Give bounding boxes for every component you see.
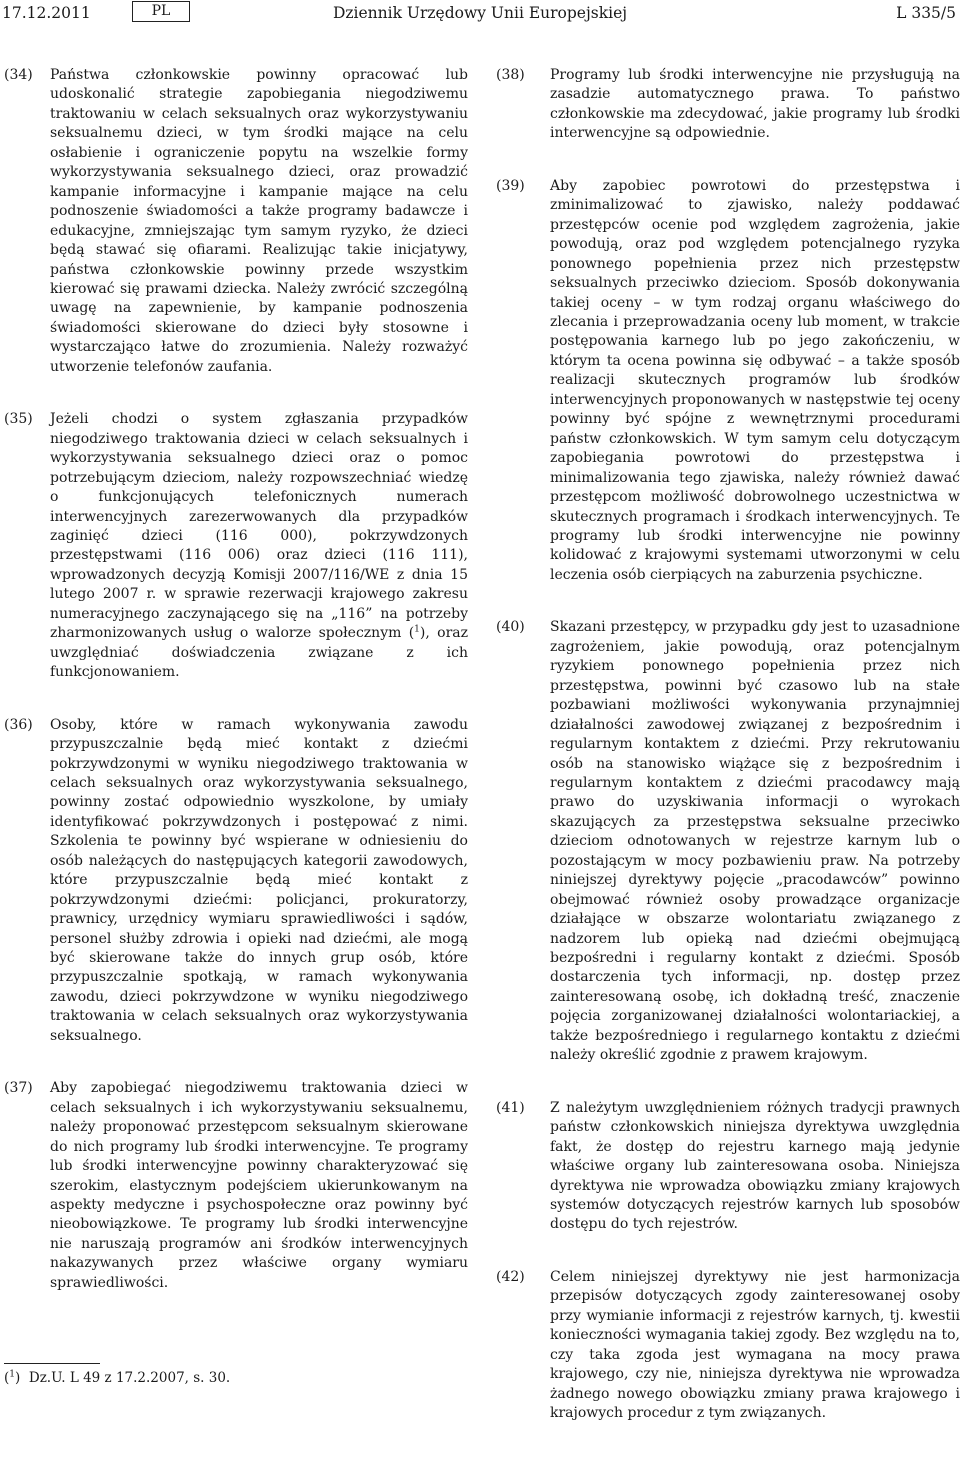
recital-42 <box>496 1268 960 1424</box>
left-column <box>4 66 468 1326</box>
recital-text: Osoby, które w ramach wykonywania zawodu przypuszczalnie będą mieć kontakt z dziećmi pokrzywdzonymi w wyniku niegodziwego traktowania w celach seksualnych oraz wykorzystywania seksualnego, powinny zostać odpowiednio wyszkolone, by umiały identyfikować pokrzywdzonych i postępować z nimi. Szkolenia te powinny być wspierane w odniesieniu do osób należących do następujących kategorii zawodowych, które przypuszczalnie będą mieć kontakt z pokrzywdzonymi dziećmi: policjanci, prokuratorzy, prawnicy, urzędnicy wymiaru sprawiedliwości i sądów, personel służby zdrowia i opieki nad dziećmi, ale mogą być skierowane także do innych grup osób, które przypuszczalnie spotkają, w ramach wykonywania zawodu, dzieci pokrzywdzone w wyniku niegodziwego traktowania w celach seksualnych oraz wykorzystywania seksualnego. <box>50 716 468 1044</box>
footnote-reference: 1 <box>414 624 420 635</box>
recital-text-part: ), oraz uwzględniać doświadczenia związane z ich funkcjonowaniem. <box>50 625 468 681</box>
recital-37 <box>4 1079 468 1293</box>
journal-title: Dziennik Urzędowy Unii Europejskiej <box>332 4 628 22</box>
recital-number: (40) <box>496 619 525 636</box>
recital-38 <box>496 66 960 144</box>
recital-text: Aby zapobiegać niegodziwemu traktowania dzieci w celach seksualnych i ich wykorzystywaniu seksualnemu, należy proponować przestępcom seksualnym skierowane do nich programy lub środki interwencyjne. Te programy lub środki interwencyjne powinny charakteryzować się szerokim, elastycznym podejściem ukierunkowanym na aspekty medyczne i psychospołeczne oraz powinny być nieobowiązkowe. Te programy lub środki interwencyjne nie naruszają programów ani środków interwencyjnych nakazywanych przez właściwe organy wymiaru sprawiedliwości. <box>50 1080 468 1291</box>
publication-date: 17.12.2011 <box>2 4 91 22</box>
footnote-divider <box>4 1363 100 1364</box>
footnote-citation: Dz.U. L 49 z 17.2.2007, s. 30. <box>28 1370 231 1386</box>
recital-number: (37) <box>4 1080 33 1097</box>
footnote-mark: 1 <box>9 1369 16 1380</box>
recital-text-part: Jeżeli chodzi o system zgłaszania przypadków niegodziwego traktowania dzieci w celach seksualnych i wykorzystywania seksualnego dzieci oraz o pomoc potrzebującym dzieciom, należy rozpowszechniać wiedzę o funkcjonujących telefonicznych numerach interwencyjnych zarezerwowanych dla przypadków zaginięć dzieci (116 000), pokrzywdzonych przestępstwami (116 006) oraz dzieci (116 111), wprowadzonych decyzją Komisji 2007/116/WE z dnia 15 lutego 2007 r. w sprawie rezerwacji krajowego zakresu numeracyjnego zaczynającego się na „116” na potrzeby zharmonizowanych usług o walorze społecznym ( <box>50 411 468 642</box>
recital-number: (34) <box>4 67 33 83</box>
recital-41 <box>496 1099 960 1235</box>
recital-number: (38) <box>496 67 525 83</box>
recital-text: Państwa członkowskie powinny opracować lub udoskonalić strategie zapobiegania niegodziwemu traktowaniu w celach seksualnych oraz wykorzystywaniu seksualnemu dzieci, w tym środki mające na celu osłabienie i ograniczenie popytu na wszelkie formy wykorzystywania seksualnego dzieci, oraz prowadzić kampanie informacyjne i kampanie mające na celu podnoszenie świadomości a także programy badawcze i edukacyjne, zmniejszając tym samym ryzyko, że dzieci będą stawać się ofiarami. Realizując takie inicjatywy, państwa członkowskie powinny przede wszystkim kierować się prawami dziecka. Należy zwrócić szczególną uwagę na zapewnienie, by kampanie podnoszenia świadomości skierowane do dzieci były stosowne i wystarczająco łatwe do zrozumienia. Należy rozważyć utworzenie telefonów zaufania. <box>50 67 468 375</box>
recital-text: Skazani przestępcy, w przypadku gdy jest to uzasadnione zagrożeniem, jakie powodują, oraz potencjalnym ryzykiem ponownego popełnienia przez nich przestępstwa, powinni być czasowo lub na stałe pozbawiani możliwości wykonywania przynajmniej działalności zawodowej związanej z bezpośrednim i regularnym kontaktem z dziećmi. Przy rekrutowaniu osób na stanowisko wiążące się z bezpośrednim i regularnym kontaktem z dziećmi pracodawcy mają prawo do uzyskiwania informacji o wyrokach skazujących za przestępstwa seksualne przeciwko dzieciom odnotowanych w rejestrze karnym lub o pozostającym w mocy pozbawieniu praw. Na potrzeby niniejszej dyrektywy pojęcie „pracodawców” powinno obejmować również osoby prowadzące organizacje działające w obszarze wolontariatu związanego z nadzorem lub opieką nad dziećmi obejmującą bezpośredni i regularny kontakt z dziećmi. Sposób dostarczenia tych informacji, np. dostęp przez zainteresowaną osobę, ich dokładną treść, znaczenie pojęcia zorganizowanej działalności wolontariackiej, a także bezpośredniego i regularnego kontaktu z dziećmi należy określić zgodnie z prawem krajowym. <box>550 619 960 1064</box>
recital-number: (42) <box>496 1268 525 1285</box>
recital-text: Celem niniejszej dyrektywy nie jest harmonizacja przepisów dotyczących zgody zainteresowanej osoby przy wymianie informacji z rejestrów karnych, tj. kwestii konieczności wymagania takiej zgody. Bez względu na to, czy taka zgoda jest wymagana na mocy prawa krajowego, czy nie, niniejsza dyrektywa nie wprowadza żadnego nowego obowiązku zmiany prawa krajowego i krajowych procedur z tym związanych. <box>550 1268 960 1422</box>
recital-40 <box>496 618 960 1065</box>
recital-number: (39) <box>496 177 525 194</box>
recital-35 <box>4 410 468 682</box>
recital-text: Programy lub środki interwencyjne nie przysługują na zasadzie automatycznego prawa. To państwo członkowskie ma zdecydować, jakie programy lub środki interwencyjne są odpowiednie. <box>550 67 960 142</box>
recital-number: (36) <box>4 716 33 733</box>
right-column <box>496 66 960 1457</box>
recital-number: (41) <box>496 1099 525 1116</box>
page-reference: L 335/5 <box>896 4 956 22</box>
recital-text <box>50 410 468 682</box>
page-header <box>0 0 960 30</box>
recital-36 <box>4 716 468 1047</box>
recital-text: Aby zapobiec powrotowi do przestępstwa i zminimalizować to zjawisko, należy poddawać przestępców ocenie pod względem zagrożenia, jakie powodują, oraz pod względem potencjalnego ryzyka ponownego popełnienia przez nich przestępstw seksualnych przeciwko dzieciom. Sposób dokonywania takiej oceny – w tym rodzaj organu właściwego do zlecania i przeprowadzania oceny lub moment, w trakcie postępowania karnego lub po jego zakończeniu, w którym ta ocena powinna się odbywać – a także sposób realizacji skutecznych programów lub środków interwencyjnych proponowanych w następstwie tej oceny powinny być spójne z wewnętrznymi procedurami państw członkowskich. W tym samym celu dotyczącym zapobiegania powrotowi do przestępstwa i minimalizowania tego zjawiska, należy również dawać przestępcom możliwość dobrowolnego uczestnictwa w skutecznych programach i środkach interwencyjnych. Te programy lub środki interwencyjne nie powinny kolidować z krajowymi systemami utworzonymi w celu leczenia osób cierpiących na zaburzenia psychiczne. <box>550 177 960 583</box>
recital-text: Z należytym uwzględnieniem różnych tradycji prawnych państw członkowskich niniejsza dyrektywa uwzględnia fakt, że dostęp do rejestru karnego mają jedynie właściwe organy lub zainteresowana osoba. Niniejsza dyrektywa nie wprowadza obowiązku zmiany krajowych systemów dotyczących rejestrów karnych lub sposobów dostępu do tych rejestrów. <box>550 1099 960 1233</box>
footnote <box>4 1363 304 1387</box>
recital-39 <box>496 177 960 586</box>
recital-number: (35) <box>4 411 33 428</box>
footnote-text: ($^1$) Dz.U. L 49 z 17.2.2007, s. 30. <box>4 1369 231 1386</box>
recital-34 <box>4 66 468 377</box>
language-badge: PL <box>132 1 190 22</box>
